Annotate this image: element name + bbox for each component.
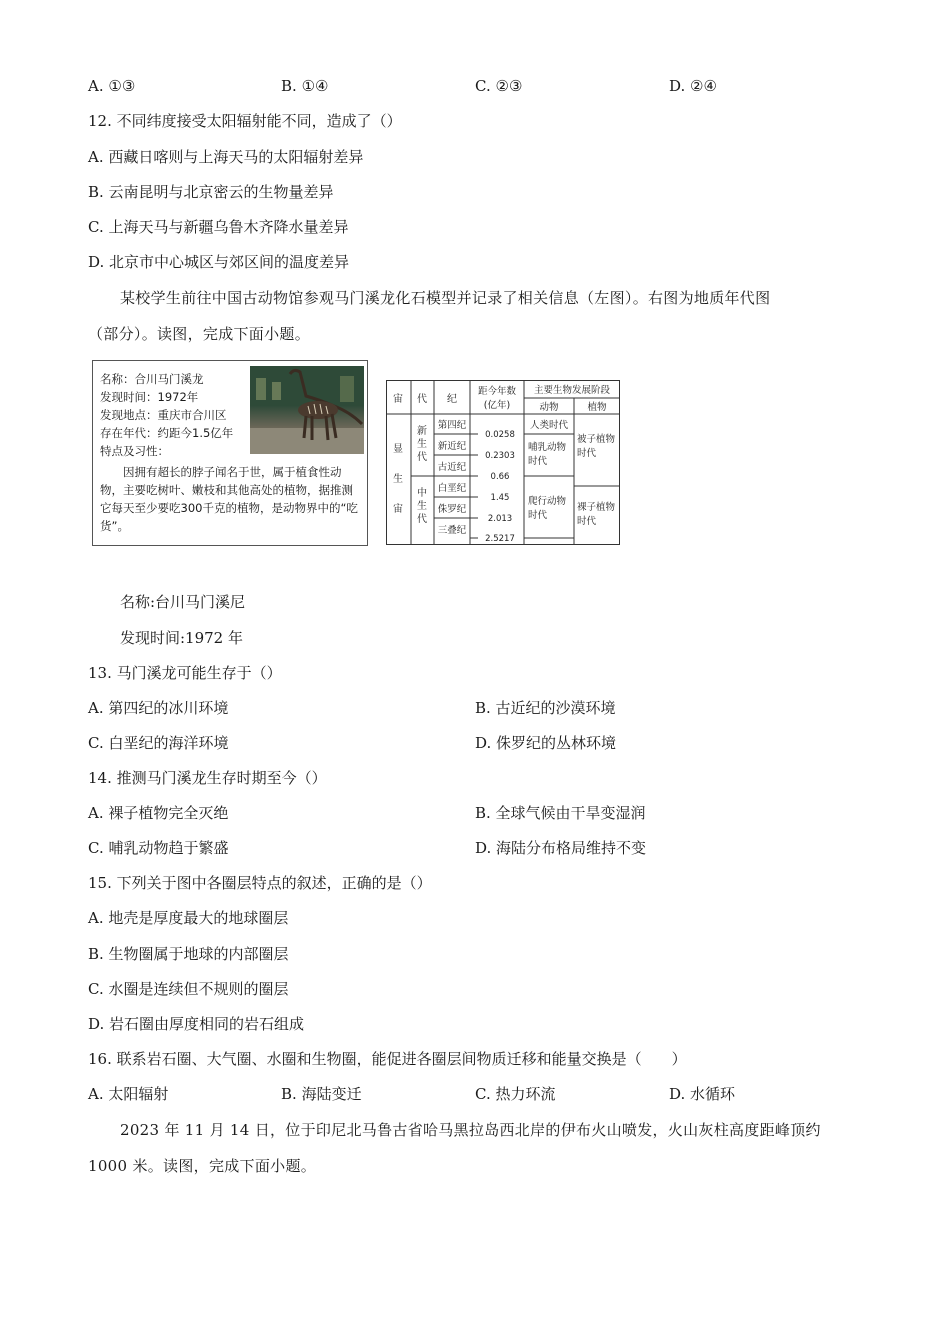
q13-option-d: D. 侏罗纪的丛林环境 [475,734,617,752]
ocr-name-line: 名称:台川马门溪尼 [120,593,246,611]
q16-stem: 16. 联系岩石圈、大气圈、水圈和生物圈，能促进各圈层间物质迁移和能量交换是（ ） [88,1050,687,1068]
dinosaur-skeleton-icon [250,366,364,454]
stage-mammal-1: 哺乳动物 [528,442,567,453]
period-jurassic: 侏罗纪 [437,504,467,515]
age-0: 0.0258 [485,430,515,440]
header-eon: 宙 [393,394,403,405]
q15-option-d: D. 岩石圈由厚度相同的岩石组成 [88,1015,305,1033]
period-neogene: 新近纪 [437,441,467,452]
q16-option-a: A. 太阳辐射 [88,1085,169,1103]
period-cretaceous: 白垩纪 [437,483,467,494]
period-triassic: 三叠纪 [437,525,467,536]
mesozoic-char-3: 代 [417,514,427,525]
eon-char-1: 显 [393,444,403,455]
ocr-time-line: 发现时间:1972 年 [120,629,243,647]
period-paleogene: 古近纪 [437,462,467,473]
q11-option-d: D. ②④ [669,77,717,95]
header-stage: 主要生物发展阶段 [533,385,611,396]
q15-option-c: C. 水圈是连续但不规则的圈层 [88,980,289,998]
q15-option-a: A. 地壳是厚度最大的地球圈层 [88,909,289,927]
volcano-intro-line-1: 2023 年 11 月 14 日，位于印尼北马鲁古省哈马黑拉岛西北岸的伊布火山喷发，火山灰柱高度距峰顶约 [120,1121,821,1139]
q13-option-a: A. 第四纪的冰川环境 [88,699,229,717]
q12-option-a: A. 西藏日喀则与上海天马的太阳辐射差异 [88,148,364,166]
cenozoic-char-3: 代 [417,452,427,463]
header-plant: 植物 [587,402,607,413]
dinosaur-skeleton-photo [250,366,364,454]
age-2: 0.66 [490,472,510,482]
volcano-intro-line-2: 1000 米。读图，完成下面小题。 [88,1157,317,1175]
header-era: 代 [417,394,427,405]
mesozoic-char-2: 生 [417,501,427,512]
mesozoic-char-1: 中 [417,488,427,499]
age-4: 2.013 [487,514,513,524]
period-quaternary: 第四纪 [437,420,467,431]
fossil-found-place: 发现地点：重庆市合川区 [100,408,227,422]
intro-line-2: （部分）。读图，完成下面小题。 [88,325,311,343]
q16-option-d: D. 水循环 [669,1085,736,1103]
q16-option-c: C. 热力环流 [475,1085,556,1103]
q12-stem: 12. 不同纬度接受太阳辐射能不同，造成了（） [88,112,402,130]
age-1: 0.2303 [485,451,515,461]
stage-angiosperm-2: 时代 [577,448,597,459]
fossil-description: 因拥有超长的脖子闻名于世，属于植食性动物，主要吃树叶、嫩枝和其他高处的植物，据推测它每天至少要吃300千克的植物，是动物界中的“吃货”。 [100,465,358,533]
cenozoic-char-2: 生 [417,439,427,450]
stage-reptile-1: 爬行动物 [528,496,567,507]
q12-option-b: B. 云南昆明与北京密云的生物量差异 [88,183,334,201]
fossil-name: 名称：合川马门溪龙 [100,372,204,386]
q13-option-b: B. 古近纪的沙漠环境 [475,699,616,717]
q16-option-b: B. 海陆变迁 [281,1085,362,1103]
stage-human: 人类时代 [529,420,569,431]
q12-option-d: D. 北京市中心城区与郊区间的温度差异 [88,253,350,271]
q14-option-d: D. 海陆分布格局维持不变 [475,839,647,857]
eon-char-2: 生 [393,474,403,485]
q15-stem: 15. 下列关于图中各圈层特点的叙述，正确的是（） [88,874,432,892]
stage-reptile-2: 时代 [528,510,548,521]
q14-option-a: A. 裸子植物完全灭绝 [88,804,229,822]
header-age-unit: (亿年) [483,400,511,411]
cenozoic-char-1: 新 [417,426,427,437]
stage-gymnosperm-2: 时代 [577,516,597,527]
stage-angiosperm-1: 被子植物 [577,434,616,445]
intro-line-1: 某校学生前往中国古动物馆参观马门溪龙化石模型并记录了相关信息（左图）。右图为地质年代图 [120,289,771,307]
q14-option-b: B. 全球气候由干旱变湿润 [475,804,646,822]
header-animal: 动物 [539,402,559,413]
stage-mammal-2: 时代 [528,456,548,467]
q14-option-c: C. 哺乳动物趋于繁盛 [88,839,229,857]
fossil-habits-label: 特点及习性： [100,444,169,458]
eon-char-3: 宙 [393,504,403,515]
age-3: 1.45 [490,493,510,503]
q11-option-b: B. ①④ [281,77,329,95]
q11-option-a: A. ①③ [88,77,136,95]
q12-option-c: C. 上海天马与新疆乌鲁木齐降水量差异 [88,218,349,236]
age-5: 2.5217 [485,534,515,544]
q13-stem: 13. 马门溪龙可能生存于（） [88,664,282,682]
stage-gymnosperm-1: 裸子植物 [577,502,616,513]
q11-option-c: C. ②③ [475,77,523,95]
q13-option-c: C. 白垩纪的海洋环境 [88,734,229,752]
header-period: 纪 [447,394,457,405]
fossil-info-card [92,360,368,546]
q14-stem: 14. 推测马门溪龙生存时期至今（） [88,769,327,787]
fossil-era: 存在年代：约距今1.5亿年 [100,426,234,440]
header-age: 距今年数 [477,386,517,397]
q15-option-b: B. 生物圈属于地球的内部圈层 [88,945,289,963]
geologic-time-chart [386,380,622,546]
fossil-found-time: 发现时间：1972年 [100,390,199,404]
